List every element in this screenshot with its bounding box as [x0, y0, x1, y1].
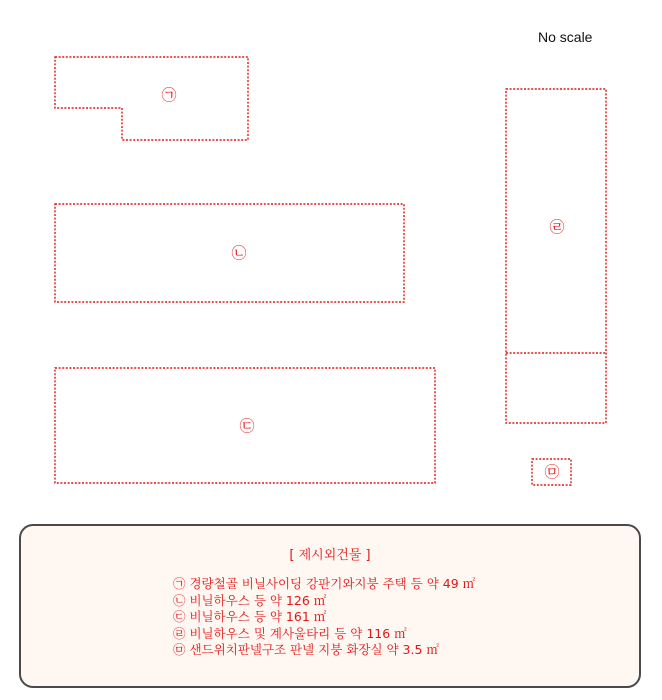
legend-box	[19, 524, 641, 688]
building-1-outline	[55, 57, 248, 140]
building-4-outline	[506, 89, 606, 423]
building-1-marker: ㉠	[161, 86, 177, 104]
building-2-outline	[55, 204, 404, 302]
building-3-marker: ㉢	[239, 417, 255, 435]
legend-item: ㉢ 비닐하우스 등 약 161 ㎡	[173, 609, 327, 624]
building-5-marker: ㉤	[544, 463, 560, 481]
legend-list	[173, 576, 475, 659]
legend-item: ㉤ 샌드위치판넬구조 판넬 지붕 화장실 약 3.5 ㎡	[173, 642, 439, 657]
scale-note: No scale	[538, 29, 593, 45]
building-4-marker: ㉣	[549, 218, 565, 236]
legend-item: ㉠ 경량철골 비닐사이딩 강판기와지붕 주택 등 약 49 ㎡	[173, 576, 476, 591]
legend-item: ㉡ 비닐하우스 등 약 126 ㎡	[173, 592, 327, 608]
building-2-marker: ㉡	[231, 244, 247, 262]
legend-title: [ 제시외건물 ]	[289, 548, 371, 563]
legend-item: ㉣ 비닐하우스 및 계사울타리 등 약 116 ㎡	[173, 625, 407, 641]
